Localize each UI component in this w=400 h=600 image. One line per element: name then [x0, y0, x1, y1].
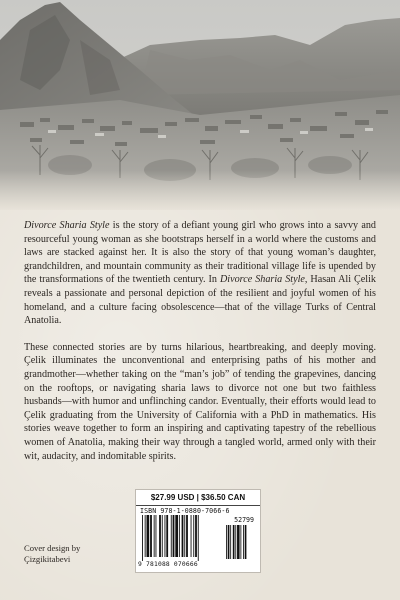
blurb-text: is the story of a defiant young girl who grows into a savvy and resourceful young woman as she bootstraps herself in a world where the customs and laws are stacked against her. It is also the story of that young woman’s daughter, grandchildren, and mountain community as their traditional village life is upended by the transformations of the twentieth century. In — [24, 220, 376, 286]
cover-design-credit — [24, 543, 80, 565]
credit-line: Cover design by — [24, 543, 81, 553]
barcode-bars — [140, 515, 256, 561]
book-title: Divorce Sharia Style — [219, 274, 305, 286]
price-label: $27.99 USD | $36.50 CAN — [136, 490, 260, 506]
blurb-text: , Hasan Ali Çelik reveals a passionate and personal depiction of the resilient and joyful women of his homeland, and a culture facing obsolescence—that of the village Turks of Central Anatolia. — [24, 274, 376, 327]
blurb-paragraph-1 — [24, 219, 376, 328]
price-addon-number: 52799 — [234, 516, 254, 524]
mountain-village-photo — [0, 0, 400, 210]
barcode-digits: 9 781088 070666 — [138, 561, 198, 568]
isbn-barcode — [135, 489, 261, 573]
blurb-paragraph-2: These connected stories are by turns hilarious, heartbreaking, and deeply moving. Çelik illuminates the unconventional and enterprising paths of his mother and grandmother—whether taking on the “man’s job” of tending the grapevines, dancing on the rooftops, or navigating sharia laws to divorce not one but two faithless husbands—with humor and unflinching candor. Eventually, their efforts would lead to Çelik graduating from the University of California with a PhD in mathematics. His stories weave together to form an inspiring and captivating tapestry of the rebellious women of Anatolia, making their way through a tangled world, armed only with their wit, audacity, and indomitable spirits. — [24, 341, 376, 462]
back-cover-blurb — [24, 219, 376, 463]
designer-name: Çizgikitabevi — [24, 554, 71, 564]
isbn-number: ISBN 978-1-0880-7066-6 — [140, 507, 230, 515]
book-title: Divorce Sharia Style — [24, 220, 110, 231]
photo-fade — [0, 170, 400, 210]
